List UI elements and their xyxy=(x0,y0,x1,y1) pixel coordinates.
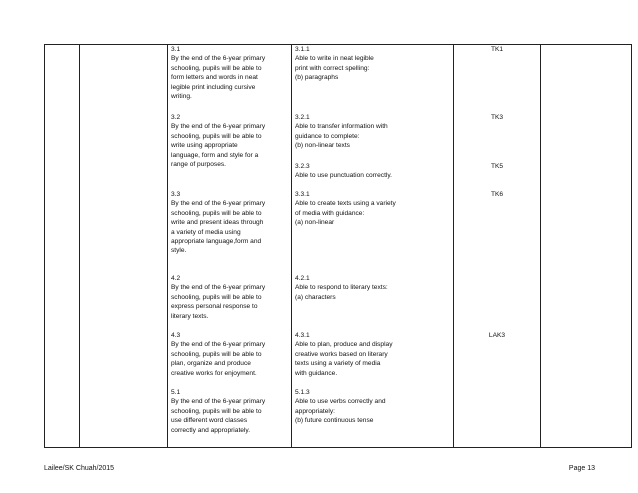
learning-standard-column xyxy=(292,45,454,448)
learning-standard-3-2-1: 3.2.1 Able to transfer information with guidance to complete: (b) non-linear texts xyxy=(295,114,388,150)
footer-page-number: Page 13 xyxy=(568,465,595,472)
content-standard-3-1: 3.1 By the end of the 6-year primary schooling, pupils will be able to form letters and words in neat legible print including cursive writing. xyxy=(171,46,266,101)
content-standard-column xyxy=(168,45,292,448)
skill-code-column xyxy=(454,45,541,448)
scheme-of-work-table xyxy=(44,44,632,448)
skill-code-tk6: TK6 xyxy=(490,191,504,198)
skill-code-tk5: TK5 xyxy=(490,163,504,170)
skill-code-lak3: LAK3 xyxy=(488,332,506,339)
content-standard-5-1: 5.1 By the end of the 6-year primary schooling, pupils will be able to use different word classes correctly and appropriately. xyxy=(171,389,266,434)
skill-code-tk3: TK3 xyxy=(490,114,504,121)
learning-standard-4-2-1: 4.2.1 Able to respond to literary texts: (a) characters xyxy=(295,275,388,301)
learning-standard-3-2-3: 3.2.3 Able to use punctuation correctly. xyxy=(295,163,393,180)
footer-author: Lailee/SK Chuah/2015 xyxy=(44,465,115,472)
content-standard-3-3: 3.3 By the end of the 6-year primary schooling, pupils will be able to write and present ideas through a variety of media using appropriate language,form and style. xyxy=(171,191,266,255)
learning-standard-3-3-1: 3.3.1 Able to create texts using a variety of media with guidance: (a) non-linear xyxy=(295,191,396,227)
content-standard-4-2: 4.2 By the end of the 6-year primary schooling, pupils will be able to express personal response to literary texts. xyxy=(171,275,266,320)
blank-column-6 xyxy=(541,45,632,448)
table-row xyxy=(45,45,632,448)
blank-column-1 xyxy=(45,45,80,448)
skill-code-tk1: TK1 xyxy=(490,46,504,53)
learning-standard-4-3-1: 4.3.1 Able to plan, produce and display creative works based on literary texts using a variety of media with guidance. xyxy=(295,332,393,377)
learning-standard-5-1-3: 5.1.3 Able to use verbs correctly and appropriately: (b) future continuous tense xyxy=(295,389,386,425)
content-standard-4-3: 4.3 By the end of the 6-year primary schooling, pupils will be able to plan, organize and produce creative works for enjoyment. xyxy=(171,332,266,377)
blank-column-2 xyxy=(80,45,168,448)
content-standard-3-2: 3.2 By the end of the 6-year primary schooling, pupils will be able to write using appropriate language, form and style for a range of purposes. xyxy=(171,114,266,169)
learning-standard-3-1-1: 3.1.1 Able to write in neat legible print with correct spelling: (b) paragraphs xyxy=(295,46,374,82)
